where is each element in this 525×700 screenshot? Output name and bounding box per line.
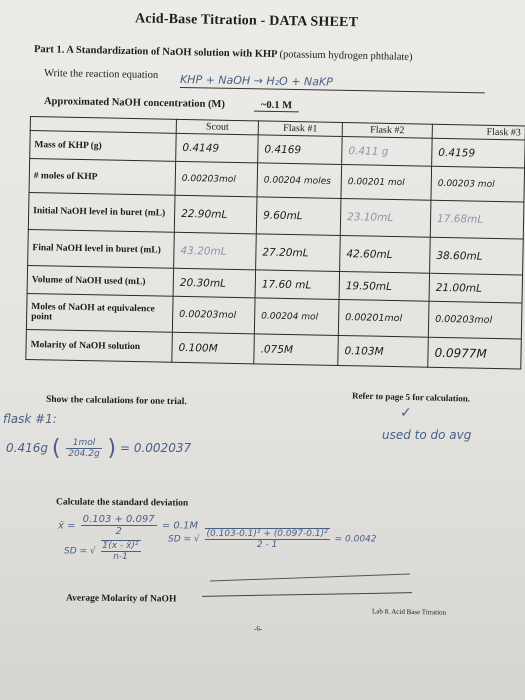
table-cell: 21.00mL	[429, 273, 523, 303]
page-title: Acid-Base Titration - DATA SHEET	[134, 11, 359, 31]
part-heading-sub: (potassium hydrogen phthalate)	[279, 49, 413, 63]
table-cell: 42.60mL	[340, 235, 431, 273]
table-cell: 9.60mL	[256, 197, 341, 236]
data-table	[25, 116, 525, 369]
table-cell: 17.60 mL	[255, 270, 340, 300]
open-paren: (	[51, 436, 61, 461]
flask-note: flask #1:	[3, 412, 57, 426]
reaction-equation: KHP + NaOH → H₂O + NaKP	[180, 73, 485, 93]
row-label: Mass of KHP (g)	[30, 131, 177, 162]
mean-fraction	[81, 514, 157, 537]
std-dev-prompt: Calculate the standard deviation	[55, 497, 189, 509]
sd-formula-label: SD =	[64, 546, 88, 557]
reaction-label: Write the reaction equation	[43, 68, 159, 81]
refer-note: Refer to page 5 for calculation.	[351, 390, 471, 404]
xbar-label: x̄ =	[58, 520, 76, 532]
row-label: Volume of NaOH used (mL)	[27, 265, 174, 296]
row-label: Final NaOH level in buret (mL)	[28, 229, 175, 268]
table-cell: 0.0977M	[428, 337, 522, 369]
fraction-numerator: 1mol	[66, 438, 101, 449]
table-cell: 0.00201 mol	[341, 164, 432, 200]
table-cell: 0.00203mol	[428, 301, 522, 339]
mole-calculation	[6, 436, 191, 461]
close-paren: )	[107, 436, 117, 461]
sd-calculation	[168, 528, 377, 550]
table-cell: 0.00204 mol	[254, 298, 339, 336]
sd-formula	[64, 540, 143, 562]
column-header: Scout	[176, 119, 258, 135]
row-label: Moles of NaOH at equivalence point	[26, 293, 173, 332]
table-cell: 0.00203mol	[175, 161, 258, 197]
table-cell: 17.68mL	[430, 200, 524, 239]
blank-line	[210, 574, 410, 582]
part-heading-bold: Part 1. A Standardization of NaOH solution with KHP	[33, 44, 278, 61]
table-cell: 0.4169	[258, 135, 343, 165]
use-note: used to do avg	[382, 428, 472, 442]
sd-formula-denominator: n-1	[113, 552, 128, 562]
lab-footer: Lab 8. Acid Base Titration	[371, 607, 447, 617]
table-cell: 38.60mL	[430, 237, 524, 275]
avg-molarity-line	[202, 592, 412, 597]
column-header: Flask #2	[342, 122, 432, 138]
page-number: -6-	[254, 625, 263, 633]
sd-calc-denominator: 2 - 1	[256, 540, 278, 550]
table-cell: 0.00201mol	[338, 299, 429, 337]
table-cell: 0.103M	[338, 335, 429, 367]
sd-result: = 0.0042	[334, 534, 377, 545]
mean-result: = 0.1M	[161, 520, 198, 532]
row-label: Molarity of NaOH solution	[26, 329, 173, 362]
mean-denominator: 2	[115, 526, 122, 537]
column-header: Flask #1	[258, 121, 342, 137]
fraction-denominator: 204.2g	[68, 449, 100, 459]
row-label: Initial NaOH level in buret (mL)	[28, 192, 175, 232]
mean-numerator: 0.103 + 0.097	[82, 514, 155, 525]
conversion-fraction	[66, 438, 101, 459]
sd-formula-fraction	[101, 540, 141, 562]
table-cell: 0.411 g	[342, 136, 433, 166]
table-cell: 0.00204 moles	[257, 163, 342, 199]
table-cell: 0.00203mol	[172, 296, 255, 334]
table-cell: 22.90mL	[174, 195, 257, 234]
table-cell: 19.50mL	[339, 271, 430, 301]
sqrt-icon: √	[89, 546, 96, 557]
calc-mass: 0.416g	[6, 441, 48, 455]
table-cell: .075M	[254, 334, 339, 366]
approx-concentration-value: ~0.1 M	[254, 100, 299, 113]
sd-calc-label: SD =	[168, 534, 192, 545]
column-header: Flask #3	[432, 124, 525, 140]
table-cell: 0.4149	[176, 133, 259, 163]
sd-formula-numerator: Σ(x - x̄)²	[102, 541, 139, 551]
table-cell: 0.100M	[172, 332, 255, 364]
sd-calc-fraction	[205, 528, 330, 550]
check-icon: ✓	[400, 405, 412, 421]
table-cell: 0.00203 mol	[431, 166, 525, 202]
calc-prompt: Show the calculations for one trial.	[45, 394, 187, 408]
calc-result: = 0.002037	[119, 441, 192, 455]
part-heading	[34, 44, 504, 65]
table-cell: 20.30mL	[173, 268, 256, 298]
approx-concentration-label: Approximated NaOH concentration (M)	[43, 96, 225, 111]
avg-molarity-label: Average Molarity of NaOH	[65, 593, 177, 605]
sqrt-icon: √	[193, 534, 200, 545]
table-cell: 0.4159	[432, 138, 525, 168]
row-label: # moles of KHP	[29, 159, 176, 196]
sd-calc-numerator: (0.103-0.1)² + (0.097-0.1)²	[206, 529, 328, 539]
table-cell: 27.20mL	[256, 234, 341, 272]
table-cell: 23.10mL	[340, 198, 431, 237]
table-cell: 43.20mL	[174, 232, 257, 270]
